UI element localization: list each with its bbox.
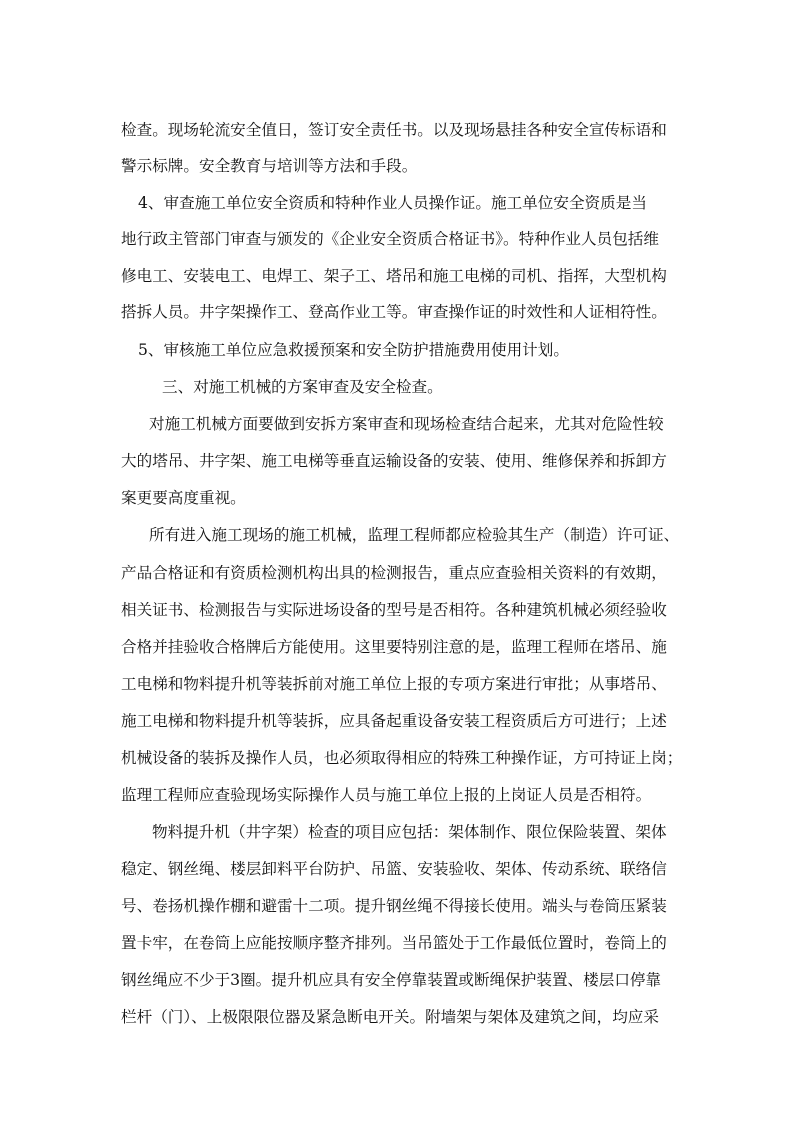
text-line: 所有进入施工现场的施工机械，监理工程师都应检验其生产（制造）许可证、 [149, 525, 680, 544]
text-line: 稳定、钢丝绳、楼层卸料平台防护、吊篮、安装验收、架体、传动系统、联络信 [121, 859, 667, 878]
text-line: 合格并挂验收合格牌后方能使用。这里要特别注意的是，监理工程师在塔吊、施 [121, 637, 667, 656]
text-line: 修电工、安装电工、电焊工、架子工、塔吊和施工电梯的司机、指挥，大型机构 [121, 266, 667, 285]
text-line: 机械设备的装拆及操作人员，也必须取得相应的特殊工种操作证，方可持证上岗； [121, 748, 683, 767]
text-line: 检查。现场轮流安全值日，签订安全责任书。以及现场悬挂各种安全宣传标语和 [121, 120, 667, 139]
section-heading: 三、对施工机械的方案审查及安全检查。 [162, 377, 443, 396]
text-line: 搭拆人员。井字架操作工、登高作业工等。审查操作证的时效性和人证相符性。 [121, 302, 667, 321]
text-line: 警示标牌。安全教育与培训等方法和手段。 [121, 156, 418, 175]
text-line: 产品合格证和有资质检测机构出具的检测报告，重点应查验相关资料的有效期， [121, 563, 667, 582]
text-line: 物料提升机（井字架）检查的项目应包括：架体制作、限位保险装置、架体 [152, 822, 667, 841]
text-line: 钢丝绳应不少于3圈。提升机应具有安全停靠装置或断绳保护装置、楼层口停靠 [121, 970, 662, 989]
text-line: 大的塔吊、井字架、施工电梯等垂直运输设备的安装、使用、维修保养和拆卸方 [121, 451, 667, 470]
text-line: 5、审核施工单位应急救援预案和安全防护措施费用使用计划。 [138, 340, 569, 359]
text-line: 栏杆（门）、上极限限位器及紧急断电开关。附墙架与架体及建筑之间，均应采 [121, 1007, 659, 1026]
text-line: 号、卷扬机操作棚和避雷十二项。提升钢丝绳不得接长使用。端头与卷筒压紧装 [121, 896, 667, 915]
text-line: 4、审查施工单位安全资质和特种作业人员操作证。施工单位安全资质是当 [138, 193, 647, 212]
text-line: 监理工程师应查验现场实际操作人员与施工单位上报的上岗证人员是否相符。 [121, 785, 652, 804]
text-line: 对施工机械方面要做到安拆方案审查和现场检查结合起来，尤其对危险性较 [149, 414, 664, 433]
text-line: 施工电梯和物料提升机等装拆，应具备起重设备安装工程资质后方可进行；上述 [121, 711, 667, 730]
text-line: 地行政主管部门审查与颁发的《企业安全资质合格证书》。特种作业人员包括维 [121, 229, 659, 248]
text-line: 置卡牢，在卷筒上应能按顺序整齐排列。当吊篮处于工作最低位置时，卷筒上的 [121, 933, 667, 952]
text-line: 案更要高度重视。 [121, 488, 246, 507]
text-line: 相关证书、检测报告与实际进场设备的型号是否相符。各种建筑机械必须经验收 [121, 600, 667, 619]
text-line: 工电梯和物料提升机等装拆前对施工单位上报的专项方案进行审批；从事塔吊、 [121, 674, 667, 693]
